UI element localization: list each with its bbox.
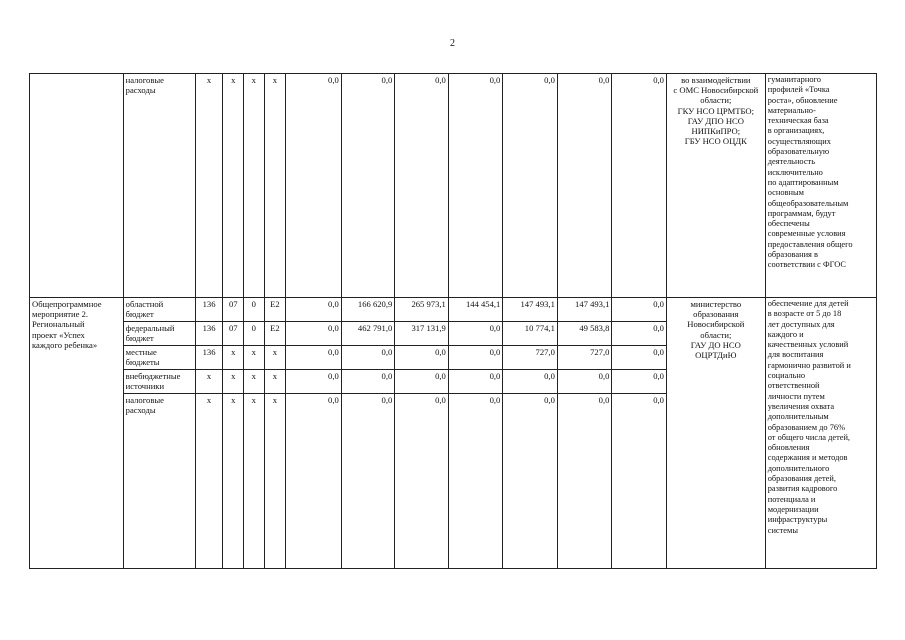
result-cell-line: дополнительного [767,463,830,473]
amount-cell: 0,0 [286,394,342,569]
result-cell-line: по адаптированным [767,177,839,187]
result-cell-line: общеобразовательным [767,198,849,208]
amount-cell: 0,0 [448,346,503,370]
amount-cell: 727,0 [503,346,558,370]
amount-cell: 0,0 [286,322,342,346]
amount-cell: 0,0 [503,74,558,298]
budget-code-cell: 0 [244,298,265,322]
executor-cell-line: ГКУ НСО ЦРМТБО; [677,105,755,116]
budget-code-cell: 136 [195,346,223,370]
amount-cell: 0,0 [286,74,342,298]
page-number: 2 [450,38,455,49]
budget-code-cell: x [264,74,286,298]
result-cell-line: в организациях, [767,126,825,136]
result-cell-line: системы [767,525,798,535]
result-cell-line: увеличения охвата [767,401,835,411]
executor-cell-line: Новосибирской [687,319,745,330]
result-cell-line: исключительно [767,167,823,177]
budget-code-cell: x [244,346,265,370]
amount-cell: 147 493,1 [503,298,558,322]
executor-cell-line: министерство [690,299,742,309]
amount-cell: 0,0 [448,322,503,346]
measure-title-cell-line: каждого ребенка» [32,339,98,350]
amount-cell: 0,0 [557,370,612,394]
result-cell-line: соответствии с ФГОС [767,260,846,270]
budget-code-cell: 07 [223,298,244,322]
result-cell-line: профилей «Точка [767,85,830,95]
result-cell-line: потенциала и [767,494,816,504]
amount-cell: 166 620,9 [341,298,395,322]
budget-code-cell: x [264,394,286,569]
amount-cell: 0,0 [503,370,558,394]
budget-code-cell: x [195,394,223,569]
result-cell-line: образования в [767,250,818,260]
amount-cell: 0,0 [341,370,395,394]
amount-cell: 0,0 [395,346,449,370]
amount-cell: 0,0 [612,346,667,370]
result-cell-line: обновления [767,443,810,453]
result-cell-line: качественных условий [767,340,849,350]
table-row [30,74,877,298]
funding-source: налоговые расходы [123,74,195,298]
amount-cell: 0,0 [341,74,395,298]
result-cell-line: дополнительным [767,412,829,422]
result-cell-line: социально [767,371,806,381]
executor-cell-line: ГБУ НСО ОЦДК [684,136,747,147]
amount-cell: 317 131,9 [395,322,449,346]
funding-source: местные бюджеты [123,346,195,370]
amount-cell: 144 454,1 [448,298,503,322]
amount-cell: 0,0 [341,346,395,370]
executor-cell-line: ГАУ ДПО НСО [687,115,744,126]
result-cell-line: от общего числа детей, [767,432,851,442]
budget-code-cell: x [223,394,244,569]
budget-code-cell: E2 [264,298,286,322]
amount-cell: 0,0 [395,74,449,298]
executor-cell-line: образования [693,309,739,320]
funding-source: областной бюджет [123,298,195,322]
result-cell-line: в возрасте от 5 до 18 [767,309,842,319]
amount-cell: 0,0 [612,322,667,346]
result-cell-line: предоставления общего [767,239,853,249]
amount-cell: 0,0 [448,370,503,394]
funding-source: налоговые расходы [123,394,195,569]
result-cell-line: образования детей, [767,474,836,484]
executor-cell-line: ГАУ ДО НСО [690,339,741,350]
executor-cell-line: во взаимодействии [681,75,751,85]
amount-cell: 49 583,8 [557,322,612,346]
budget-code-cell: x [195,370,223,394]
amount-cell: 265 973,1 [395,298,449,322]
amount-cell: 727,0 [557,346,612,370]
executor-cell [666,74,765,298]
result-cell-line: гармонично развитой и [767,360,851,370]
budget-code-cell: x [244,74,265,298]
amount-cell: 0,0 [612,74,667,298]
amount-cell: 462 791,0 [341,322,395,346]
result-cell-line: инфраструктуры [767,515,828,525]
budget-code-cell: x [223,74,244,298]
result-cell-line: гуманитарного [767,75,821,84]
result-cell-line: программам, будут [767,208,836,218]
budget-code-cell: x [264,346,286,370]
amount-cell: 0,0 [341,394,395,569]
budget-code-cell: x [244,370,265,394]
amount-cell: 0,0 [448,74,503,298]
amount-cell: 0,0 [612,370,667,394]
result-cell-line: содержания и методов [767,453,848,463]
amount-cell: 0,0 [395,394,449,569]
result-cell [765,74,876,298]
budget-code-cell: x [223,346,244,370]
budget-table [29,73,877,569]
budget-code-cell: x [244,394,265,569]
budget-code-cell: E2 [264,322,286,346]
result-cell-line: техническая база [767,116,829,126]
amount-cell: 0,0 [612,298,667,322]
budget-code-cell: x [195,74,223,298]
amount-cell: 0,0 [448,394,503,569]
measure-title-cell [30,298,124,569]
result-cell-line: личности путем [767,391,825,401]
table-row [30,298,877,322]
result-cell-line: материально- [767,105,816,115]
measure-title-cell-line: Региональный [32,319,85,330]
amount-cell: 0,0 [503,394,558,569]
result-cell-line: основным [767,188,804,198]
amount-cell: 0,0 [557,394,612,569]
budget-code-cell: x [223,370,244,394]
amount-cell: 0,0 [286,346,342,370]
result-cell-line: модернизации [767,504,819,514]
result-cell-line: каждого и [767,329,804,339]
executor-cell-line: с ОМС Новосибирской [673,85,759,96]
amount-cell: 0,0 [286,298,342,322]
amount-cell: 147 493,1 [557,298,612,322]
result-cell-line: лет доступных для [767,319,835,329]
result-cell-line: роста», обновление [767,95,838,105]
executor-cell-line: области; [700,329,732,340]
amount-cell: 0,0 [395,370,449,394]
result-cell-line: образовательную [767,147,830,157]
budget-code-cell: 136 [195,322,223,346]
measure-title-cell [30,74,124,298]
amount-cell: 10 774,1 [503,322,558,346]
result-cell-line: обеспечение для детей [767,299,849,308]
funding-source: внебюджетные источники [123,370,195,394]
executor-cell-line: ОЦРТДиЮ [695,350,737,361]
result-cell [765,298,876,569]
result-cell-line: деятельность [767,157,816,167]
result-cell-line: для воспитания [767,350,824,360]
result-cell-line: обеспечены [767,219,810,229]
measure-title-cell-line: проект «Успех [32,329,85,340]
amount-cell: 0,0 [286,370,342,394]
result-cell-line: ответственной [767,381,820,391]
amount-cell: 0,0 [557,74,612,298]
funding-source: федеральный бюджет [123,322,195,346]
budget-code-cell: 0 [244,322,265,346]
budget-code-cell: 136 [195,298,223,322]
budget-code-cell: x [264,370,286,394]
measure-title-cell-line: мероприятие 2. [32,309,89,320]
executor-cell-line: НИПКиПРО; [691,126,741,137]
result-cell-line: образованием до 76% [767,422,846,432]
executor-cell-line: области; [700,95,732,106]
result-cell-line: осуществляющих [767,136,831,146]
measure-title-cell-line: Общепрограммное [32,299,102,309]
executor-cell [666,298,765,569]
result-cell-line: развития кадрового [767,484,838,494]
result-cell-line: современные условия [767,229,846,239]
amount-cell: 0,0 [612,394,667,569]
budget-code-cell: 07 [223,322,244,346]
